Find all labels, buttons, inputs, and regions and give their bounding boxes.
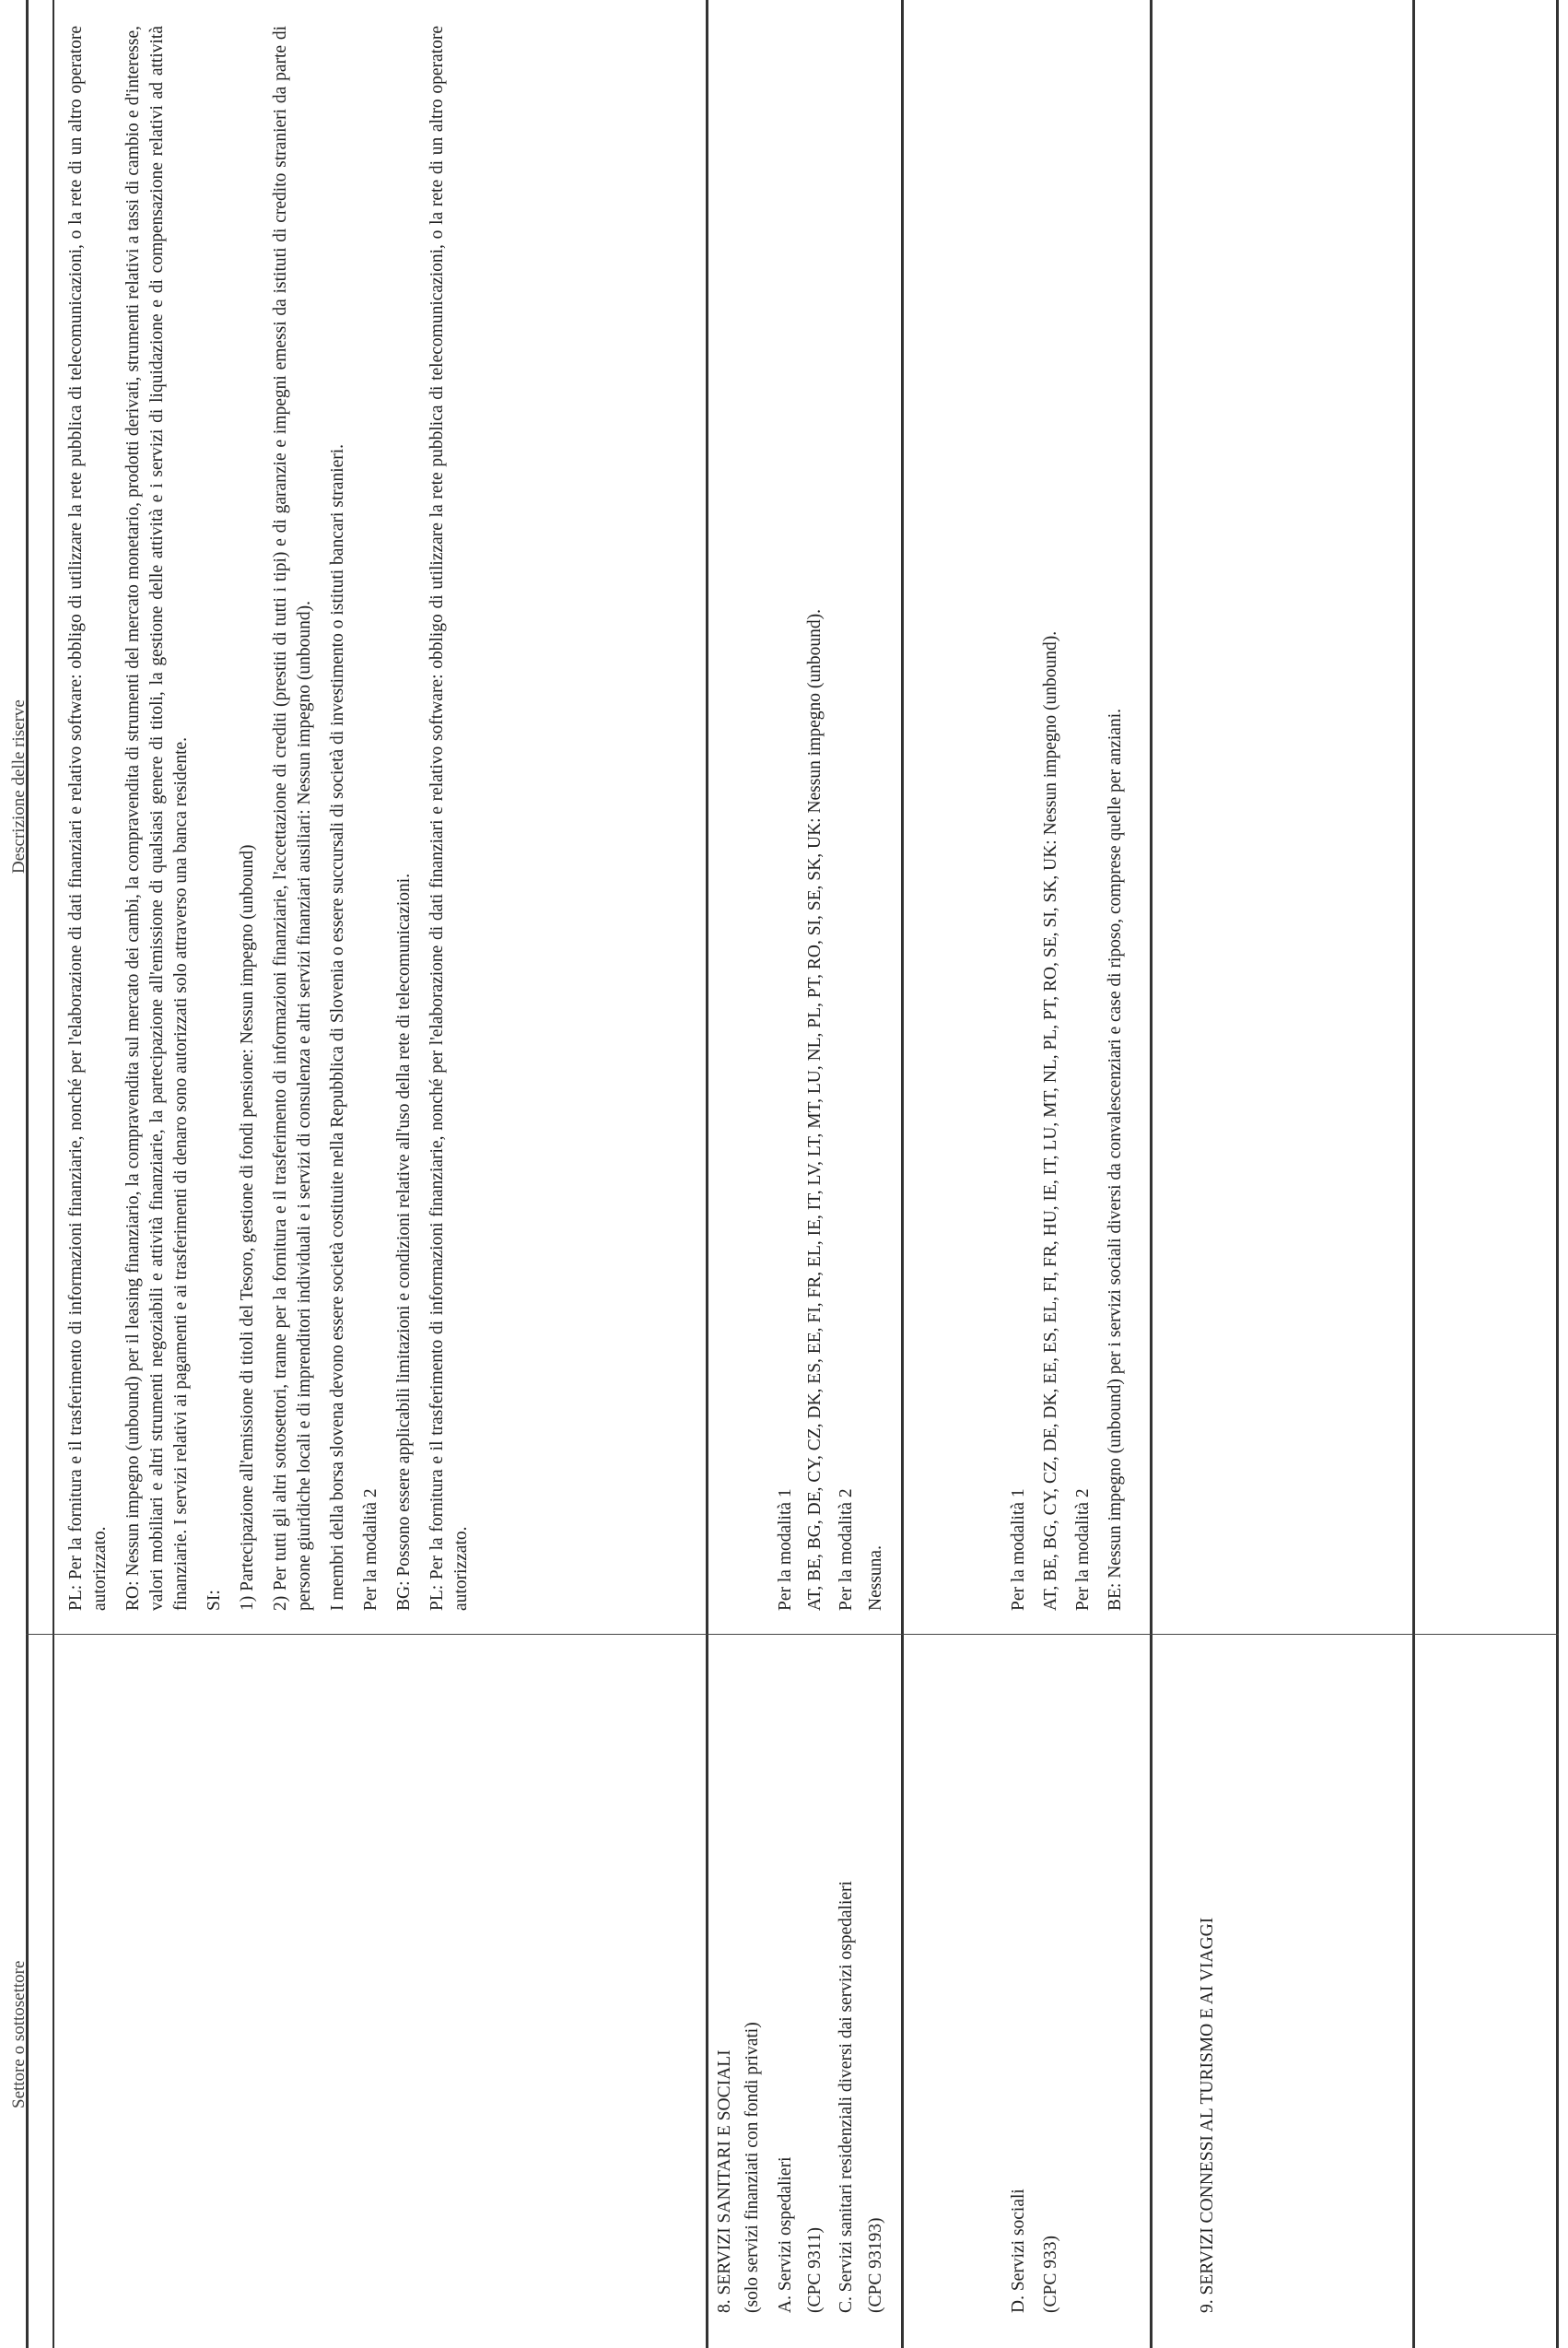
paragraph-slovenian-exchange: I membri della borsa slovena devono essere società costituite nella Repubblica di Slovenia o essere succursali di società di investimento o istituti bancari stranieri. xyxy=(328,443,347,1611)
header-description: Descrizione delle riserve xyxy=(9,699,29,874)
sector-d-label: D. Servizi sociali xyxy=(1009,2189,1028,2313)
block-2-countries: AT, BE, BG, DE, CY, CZ, DK, ES, EE, FI, FR, EL, IE, IT, LV, LT, MT, LU, NL, PL, PT, RO, SI, SE, SK, UK: Nessun impegno (unbound). xyxy=(805,609,825,1611)
column-separator xyxy=(26,1634,1559,1635)
row-divider-4 xyxy=(1412,0,1415,2348)
header-divider xyxy=(53,0,54,2348)
row-divider-3 xyxy=(1150,0,1153,2348)
paragraph-si: SI: xyxy=(205,1590,224,1611)
row-divider-2 xyxy=(901,0,904,2348)
paragraph-bg: BG: Possono essere applicabili limitazioni e condizioni relative all'uso della rete di telecomunicazioni. xyxy=(394,873,414,1611)
block-3-mode-1: Per la modalità 1 xyxy=(1009,1488,1028,1611)
sector-a-cpc: (CPC 9311) xyxy=(805,2227,825,2313)
section-8-title: 8. SERVIZI SANITARI E SOCIALI xyxy=(715,2049,734,2313)
section-8-subtitle: (solo servizi finanziati con fondi privati) xyxy=(743,2022,762,2313)
section-9-title: 9. SERVIZI CONNESSI AL TURISMO E AI VIAGGI xyxy=(1198,1917,1217,2313)
sector-c-label: C. Servizi sanitari residenziali diversi dai servizi ospedalieri xyxy=(837,1881,856,2313)
block-2-mode-2: Per la modalità 2 xyxy=(837,1488,856,1611)
paragraph-si-2: 2) Per tutti gli altri sottosettori, tranne per la fornitura e il trasferimento di informazioni finanziarie, l'accettazione di crediti (prestiti di tutti i tipi) e di garanzie e impegni emessi da istituti di credito stranieri da parte di persone giuridiche locali e di imprenditori individuali e i servizi di consulenza e altri servizi finanziari ausiliari: Nessun impegno (unbound). xyxy=(271,26,314,1611)
reservations-block-1 xyxy=(64,26,483,1611)
paragraph-mode-2: Per la modalità 2 xyxy=(361,1488,380,1611)
paragraph-si-1: 1) Partecipazione all'emissione di titoli del Tesoro, gestione di fondi pensione: Nessun impegno (unbound) xyxy=(238,844,257,1611)
header-sector: Settore o sottosettore xyxy=(9,1960,29,2108)
block-2-none: Nessuna. xyxy=(866,1545,885,1611)
table-bottom-border xyxy=(1556,0,1559,2348)
sector-a-label: A. Servizi ospedalieri xyxy=(776,2156,795,2313)
block-2-mode-1: Per la modalità 1 xyxy=(776,1488,795,1611)
block-3-be: BE: Nessun impegno (unbound) per i servizi sociali diversi da convalescenziari e case di riposo, comprese quelle per anziani. xyxy=(1106,708,1125,1611)
sector-d-cpc: (CPC 933) xyxy=(1041,2236,1060,2313)
block-3-countries: AT, BE, BG, CY, CZ, DE, DK, EE, ES, EL, FI, FR, HU, IE, IT, LU, MT, NL, PL, PT, RO, SE, SI, SK, UK: Nessun impegno (unbound). xyxy=(1041,630,1060,1611)
paragraph-ro: RO: Nessun impegno (unbound) per il leasing finanziario, la compravendita sul mercato dei cambi, la compravendita di strumenti del mercato monetario, prodotti derivati, strumenti relativi a tassi di cambio e d'interesse, valori mobiliari e altri strumenti negoziabili e attività finanziarie, la partecipazione all'emissione di qualsiasi genere di titoli, la gestione delle attività e i servizi di liquidazione e di compensazione relativi ad attività finanziarie. I servizi relativi ai pagamenti e ai trasferimenti di denaro sono autorizzati solo attraverso una banca residente. xyxy=(123,26,191,1611)
sector-c-cpc: (CPC 93193) xyxy=(866,2217,885,2313)
paragraph-pl-2: PL: Per la fornitura e il trasferimento di informazioni finanziarie, nonché per l'elaborazione di dati finanziari e relativo software: obbligo di utilizzare la rete pubblica di telecomunicazioni, o la rete di un altro operatore autorizzato. xyxy=(427,26,471,1611)
block-3-mode-2: Per la modalità 2 xyxy=(1073,1488,1093,1611)
paragraph-pl-1: PL: Per la fornitura e il trasferimento di informazioni finanziarie, nonché per l'elaborazione di dati finanziari e relativo software: obbligo di utilizzare la rete pubblica di telecomunicazioni, o la rete di un altro operatore autorizzato. xyxy=(66,26,110,1611)
row-divider-1 xyxy=(706,0,708,2348)
